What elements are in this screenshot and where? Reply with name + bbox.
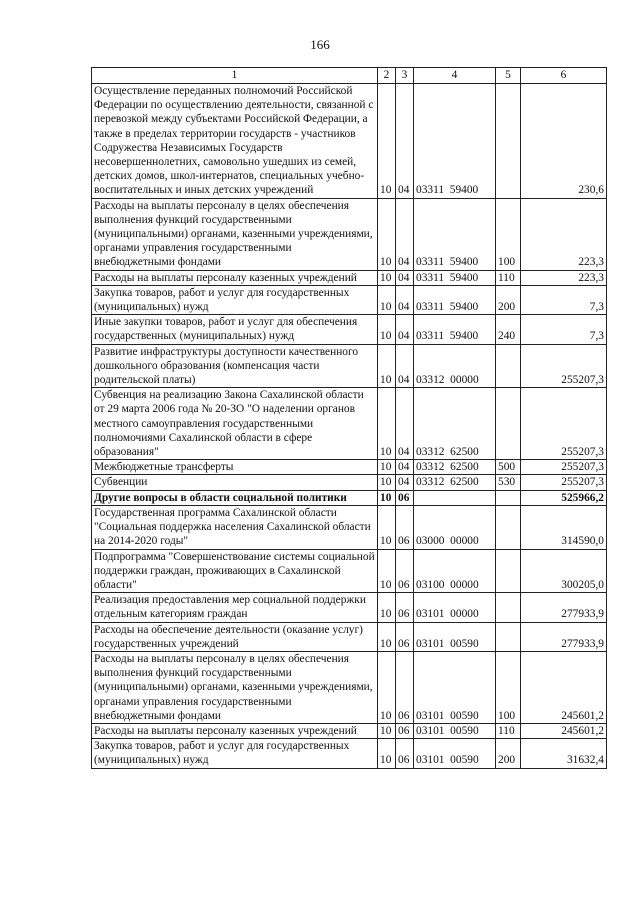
subsection-code-cell: 04 (396, 315, 414, 344)
target-article-cell: 03312 62500 (414, 475, 496, 490)
section-code-cell: 10 (378, 475, 396, 490)
header-cell: 5 (496, 68, 521, 84)
item-name-cell: Расходы на обеспечение деятельности (оказание услуг) государственных учреждений (92, 622, 378, 651)
header-cell: 3 (396, 68, 414, 84)
expense-type-cell: 110 (496, 723, 521, 738)
expense-type-cell (496, 622, 521, 651)
section-code-cell: 10 (378, 739, 396, 768)
table-row (92, 84, 607, 199)
section-code-cell: 10 (378, 460, 396, 475)
item-name-cell: Государственная программа Сахалинской области "Социальная поддержка населения Сахалинской области на 2014-2020 годы" (92, 505, 378, 549)
table-row (92, 490, 607, 505)
item-name-cell: Реализация предоставления мер социальной поддержки отдельным категориям граждан (92, 593, 378, 622)
subsection-code-cell: 04 (396, 84, 414, 199)
item-name-cell: Расходы на выплаты персоналу казенных учреждений (92, 723, 378, 738)
header-row (92, 68, 607, 84)
subsection-code-cell: 06 (396, 723, 414, 738)
item-name-cell: Расходы на выплаты персоналу казенных учреждений (92, 270, 378, 285)
subsection-code-cell: 06 (396, 549, 414, 593)
subsection-code-cell: 04 (396, 198, 414, 270)
budget-table (91, 67, 607, 769)
expense-type-cell: 100 (496, 651, 521, 723)
section-code-cell: 10 (378, 388, 396, 460)
table-row (92, 505, 607, 549)
header-cell: 1 (92, 68, 378, 84)
expense-type-cell: 110 (496, 270, 521, 285)
expense-type-cell: 240 (496, 315, 521, 344)
table-body (92, 84, 607, 769)
header-cell: 4 (414, 68, 496, 84)
target-article-cell: 03101 00590 (414, 739, 496, 768)
section-code-cell: 10 (378, 549, 396, 593)
amount-cell: 7,3 (521, 315, 607, 344)
amount-cell: 245601,2 (521, 651, 607, 723)
section-code-cell: 10 (378, 723, 396, 738)
target-article-cell: 03101 00590 (414, 723, 496, 738)
item-name-cell: Закупка товаров, работ и услуг для государственных (муниципальных) нужд (92, 739, 378, 768)
table-row (92, 622, 607, 651)
table-row (92, 593, 607, 622)
subsection-code-cell: 06 (396, 739, 414, 768)
amount-cell: 223,3 (521, 198, 607, 270)
expense-type-cell: 200 (496, 285, 521, 314)
section-code-cell: 10 (378, 198, 396, 270)
amount-cell: 255207,3 (521, 344, 607, 388)
target-article-cell: 03312 62500 (414, 460, 496, 475)
item-name-cell: Межбюджетные трансферты (92, 460, 378, 475)
table-row (92, 651, 607, 723)
target-article-cell: 03000 00000 (414, 505, 496, 549)
target-article-cell: 03311 59400 (414, 315, 496, 344)
section-code-cell: 10 (378, 490, 396, 505)
item-name-cell: Подпрограмма "Совершенствование системы социальной поддержки граждан, проживающих в Сахалинской области" (92, 549, 378, 593)
expense-type-cell (496, 593, 521, 622)
target-article-cell: 03311 59400 (414, 270, 496, 285)
subsection-code-cell: 06 (396, 622, 414, 651)
page-number: 166 (310, 37, 330, 52)
expense-type-cell (496, 344, 521, 388)
table-row (92, 344, 607, 388)
target-article-cell: 03101 00590 (414, 622, 496, 651)
target-article-cell: 03311 59400 (414, 285, 496, 314)
subsection-code-cell: 04 (396, 344, 414, 388)
subsection-code-cell: 04 (396, 285, 414, 314)
table-row (92, 285, 607, 314)
table-row (92, 388, 607, 460)
table-row (92, 739, 607, 768)
expense-type-cell: 100 (496, 198, 521, 270)
subsection-code-cell: 06 (396, 651, 414, 723)
subsection-code-cell: 04 (396, 388, 414, 460)
item-name-cell: Иные закупки товаров, работ и услуг для обеспечения государственных (муниципальных) нужд (92, 315, 378, 344)
target-article-cell: 03312 62500 (414, 388, 496, 460)
item-name-cell: Закупка товаров, работ и услуг для государственных (муниципальных) нужд (92, 285, 378, 314)
item-name-cell: Осуществление переданных полномочий Российской Федерации по осуществлению деятельности, связанной с перевозкой между субъектами Российской Федерации, а также в пределах территории государств - участников Содружества Независимых Государств несовершеннолетних, самовольно ушедших из семей, детских домов, школ-интернатов, специальных учебно-воспитательных и иных детских учреждений (92, 84, 378, 199)
item-name-cell: Расходы на выплаты персоналу в целях обеспечения выполнения функций государственными (муниципальными) органами, казенными учреждениями, органами управления государственными внебюджетными фондами (92, 198, 378, 270)
target-article-cell: 03311 59400 (414, 84, 496, 199)
amount-cell: 230,6 (521, 84, 607, 199)
table-row (92, 270, 607, 285)
amount-cell: 31632,4 (521, 739, 607, 768)
amount-cell: 300205,0 (521, 549, 607, 593)
amount-cell: 314590,0 (521, 505, 607, 549)
item-name-cell: Другие вопросы в области социальной политики (92, 490, 378, 505)
header-cell: 2 (378, 68, 396, 84)
section-code-cell: 10 (378, 270, 396, 285)
amount-cell: 277933,9 (521, 622, 607, 651)
target-article-cell (414, 490, 496, 505)
table-row (92, 198, 607, 270)
subsection-code-cell: 06 (396, 505, 414, 549)
expense-type-cell: 500 (496, 460, 521, 475)
table-row (92, 723, 607, 738)
table-row (92, 315, 607, 344)
expense-type-cell (496, 84, 521, 199)
expense-type-cell (496, 388, 521, 460)
section-code-cell: 10 (378, 315, 396, 344)
section-code-cell: 10 (378, 285, 396, 314)
amount-cell: 277933,9 (521, 593, 607, 622)
target-article-cell: 03312 00000 (414, 344, 496, 388)
table-row (92, 475, 607, 490)
amount-cell: 245601,2 (521, 723, 607, 738)
expense-type-cell (496, 549, 521, 593)
expense-type-cell (496, 505, 521, 549)
section-code-cell: 10 (378, 622, 396, 651)
amount-cell: 223,3 (521, 270, 607, 285)
item-name-cell: Расходы на выплаты персоналу в целях обеспечения выполнения функций государственными (муниципальными) органами, казенными учреждениями, органами управления государственными внебюджетными фондами (92, 651, 378, 723)
section-code-cell: 10 (378, 593, 396, 622)
item-name-cell: Развитие инфраструктуры доступности качественного дошкольного образования (компенсация части родительской платы) (92, 344, 378, 388)
subsection-code-cell: 06 (396, 593, 414, 622)
subsection-code-cell: 06 (396, 490, 414, 505)
section-code-cell: 10 (378, 505, 396, 549)
table-row (92, 549, 607, 593)
target-article-cell: 03311 59400 (414, 198, 496, 270)
target-article-cell: 03101 00000 (414, 593, 496, 622)
table-row (92, 460, 607, 475)
subsection-code-cell: 04 (396, 460, 414, 475)
target-article-cell: 03101 00590 (414, 651, 496, 723)
amount-cell: 255207,3 (521, 460, 607, 475)
amount-cell: 255207,3 (521, 388, 607, 460)
expense-type-cell: 200 (496, 739, 521, 768)
section-code-cell: 10 (378, 344, 396, 388)
subsection-code-cell: 04 (396, 270, 414, 285)
expense-type-cell (496, 490, 521, 505)
expense-type-cell: 530 (496, 475, 521, 490)
header-cell: 6 (521, 68, 607, 84)
amount-cell: 525966,2 (521, 490, 607, 505)
amount-cell: 255207,3 (521, 475, 607, 490)
amount-cell: 7,3 (521, 285, 607, 314)
subsection-code-cell: 04 (396, 475, 414, 490)
section-code-cell: 10 (378, 651, 396, 723)
item-name-cell: Субвенции (92, 475, 378, 490)
target-article-cell: 03100 00000 (414, 549, 496, 593)
item-name-cell: Субвенция на реализацию Закона Сахалинской области от 29 марта 2006 года № 20-ЗО "О наделении органов местного самоуправления государственными полномочиями Сахалинской области в сфере образования" (92, 388, 378, 460)
section-code-cell: 10 (378, 84, 396, 199)
